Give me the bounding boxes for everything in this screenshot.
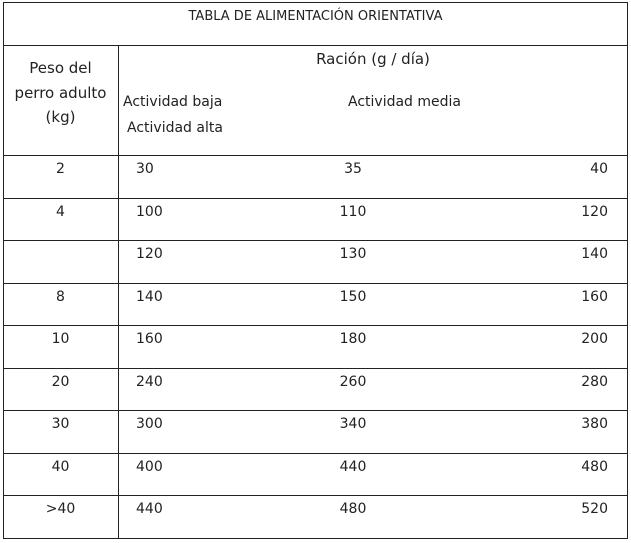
low-cell: 100 — [136, 204, 163, 220]
high-cell: 120 — [581, 204, 608, 220]
high-cell: 380 — [581, 416, 608, 432]
table-title: TABLA DE ALIMENTACIÓN ORIENTATIVA — [188, 9, 443, 24]
row-divider — [3, 283, 628, 284]
weight-header-line3: (kg) — [45, 108, 76, 126]
weight-cell: 8 — [56, 289, 65, 305]
row-divider — [3, 198, 628, 199]
row-divider — [3, 495, 628, 496]
low-cell: 400 — [136, 459, 163, 475]
weight-cell: 30 — [51, 416, 70, 432]
weight-cell: 4 — [56, 204, 65, 220]
low-cell: 30 — [136, 161, 154, 177]
high-cell: 160 — [581, 289, 608, 305]
weight-header-line1: Peso del — [29, 59, 92, 77]
header-divider — [3, 155, 628, 156]
weight-header-line2: perro adulto — [14, 84, 107, 102]
medium-cell: 130 — [339, 246, 367, 262]
high-cell: 280 — [581, 374, 608, 390]
low-cell: 240 — [136, 374, 163, 390]
medium-cell: 480 — [339, 501, 367, 517]
medium-cell: 180 — [339, 331, 367, 347]
activity-medium-header: Actividad media — [348, 94, 461, 110]
medium-cell: 260 — [339, 374, 367, 390]
high-cell: 140 — [581, 246, 608, 262]
high-cell: 520 — [581, 501, 608, 517]
activity-low-header: Actividad baja — [123, 94, 223, 110]
low-cell: 160 — [136, 331, 163, 347]
medium-cell: 440 — [339, 459, 367, 475]
row-divider — [3, 453, 628, 454]
high-cell: 480 — [581, 459, 608, 475]
weight-cell: 2 — [56, 161, 65, 177]
high-cell: 40 — [590, 161, 608, 177]
table-border-bottom — [3, 538, 628, 539]
medium-cell: 150 — [339, 289, 367, 305]
low-cell: 140 — [136, 289, 163, 305]
row-divider — [3, 410, 628, 411]
low-cell: 440 — [136, 501, 163, 517]
row-divider — [3, 240, 628, 241]
table-border-top — [3, 2, 628, 3]
row-divider — [3, 325, 628, 326]
weight-cell: 40 — [51, 459, 70, 475]
low-cell: 120 — [136, 246, 163, 262]
weight-column-divider — [118, 45, 119, 539]
medium-cell: 35 — [344, 161, 362, 177]
ration-header: Ración (g / día) — [316, 50, 430, 68]
medium-cell: 110 — [339, 204, 367, 220]
medium-cell: 340 — [339, 416, 367, 432]
table-border-right — [627, 2, 628, 539]
weight-cell: 20 — [51, 374, 70, 390]
row-divider — [3, 368, 628, 369]
activity-high-header: Actividad alta — [127, 120, 223, 136]
title-divider — [3, 45, 628, 46]
high-cell: 200 — [581, 331, 608, 347]
weight-cell: 10 — [51, 331, 70, 347]
weight-cell: >40 — [45, 501, 76, 517]
low-cell: 300 — [136, 416, 163, 432]
